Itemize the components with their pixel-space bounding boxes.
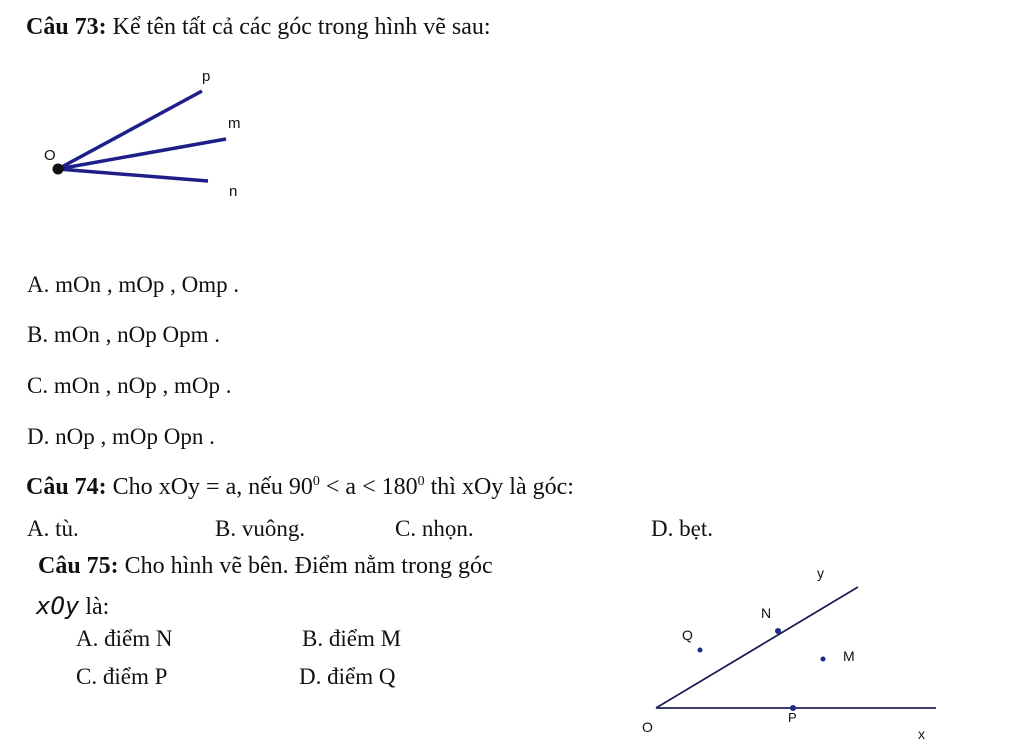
option-text: tù.	[55, 516, 79, 541]
q74-sup1: 0	[312, 474, 320, 489]
q74-sup2: 0	[417, 474, 425, 489]
option-text: mOn , nOp , mOp .	[53, 373, 232, 398]
q73-option-a[interactable]	[27, 272, 239, 298]
q75-angle: xOy	[36, 592, 80, 620]
q73-option-c[interactable]	[27, 373, 231, 399]
option-text: vuông.	[241, 516, 306, 541]
option-letter: B.	[215, 516, 237, 541]
option-text: điểm Q	[327, 664, 396, 689]
q74-then: thì	[430, 474, 456, 500]
point-o-label: O	[44, 147, 56, 164]
option-letter: D.	[651, 516, 674, 541]
q74-option-c[interactable]	[395, 516, 474, 542]
q74-angle2: xOy	[461, 474, 504, 500]
option-letter: C.	[395, 516, 417, 541]
q75-text2: là:	[85, 594, 110, 620]
q75-option-c[interactable]	[76, 664, 167, 690]
question-74-label: Câu 74:	[26, 474, 107, 500]
question-74	[26, 474, 574, 501]
label-x: x	[918, 726, 925, 742]
question-73	[26, 14, 491, 41]
figure-75-angle	[630, 560, 950, 746]
option-letter: C.	[27, 373, 49, 398]
label-p: P	[788, 710, 797, 725]
q75-option-a[interactable]	[76, 626, 172, 652]
q74-angle: xOy	[158, 474, 201, 500]
option-text: mOn , nOp Opm .	[53, 322, 220, 347]
point-m-label: m	[228, 115, 241, 132]
q74-option-d[interactable]	[651, 516, 713, 542]
option-letter: C.	[76, 664, 98, 689]
question-75	[38, 553, 493, 580]
question-75-text: Cho hình vẽ bên. Điểm nằm trong góc	[124, 553, 493, 579]
question-75-label: Câu 75:	[38, 553, 119, 579]
option-letter: A.	[27, 516, 50, 541]
q73-option-d[interactable]	[27, 424, 215, 450]
label-m: M	[843, 648, 855, 664]
q74-ineq: < a < 180	[325, 474, 418, 500]
option-text: mOn , mOp , Omp .	[55, 272, 240, 297]
q74-eq: = a, nếu	[206, 474, 283, 500]
option-text: điểm P	[102, 664, 168, 689]
q75-option-b[interactable]	[302, 626, 401, 652]
label-q: Q	[682, 627, 693, 643]
point-p-label: p	[202, 68, 211, 85]
option-letter: D.	[299, 664, 322, 689]
option-letter: A.	[27, 272, 50, 297]
q74-option-b[interactable]	[215, 516, 305, 542]
question-73-label: Câu 73:	[26, 14, 107, 40]
q74-option-a[interactable]	[27, 516, 79, 542]
point-m-dot	[821, 657, 826, 662]
point-q-dot	[698, 648, 703, 653]
figure-73-angles	[30, 60, 270, 210]
option-text: điểm M	[328, 626, 402, 651]
option-text: nhọn.	[421, 516, 474, 541]
option-letter: D.	[27, 424, 50, 449]
q74-deg1: 90	[288, 474, 313, 500]
vertex-o-dot	[53, 164, 64, 175]
ray-on	[58, 169, 208, 181]
point-n-dot	[775, 628, 781, 634]
label-o: O	[642, 719, 653, 735]
label-n: N	[761, 605, 772, 621]
q73-option-b[interactable]	[27, 322, 220, 348]
option-text: nOp , mOp Opn .	[55, 424, 215, 449]
option-letter: B.	[302, 626, 324, 651]
label-y: y	[817, 565, 824, 581]
q75-option-d[interactable]	[299, 664, 395, 690]
question-75-line2	[36, 592, 109, 621]
q74-text-before: Cho	[112, 474, 153, 500]
question-73-text: Kể tên tất cả các góc trong hình vẽ sau:	[112, 14, 491, 40]
option-text: bẹt.	[679, 516, 713, 541]
point-n-label: n	[229, 183, 238, 200]
q74-text-end: là góc:	[509, 474, 574, 500]
option-letter: A.	[76, 626, 99, 651]
option-letter: B.	[27, 322, 49, 347]
ray-oy	[656, 587, 858, 708]
option-text: điểm N	[104, 626, 173, 651]
